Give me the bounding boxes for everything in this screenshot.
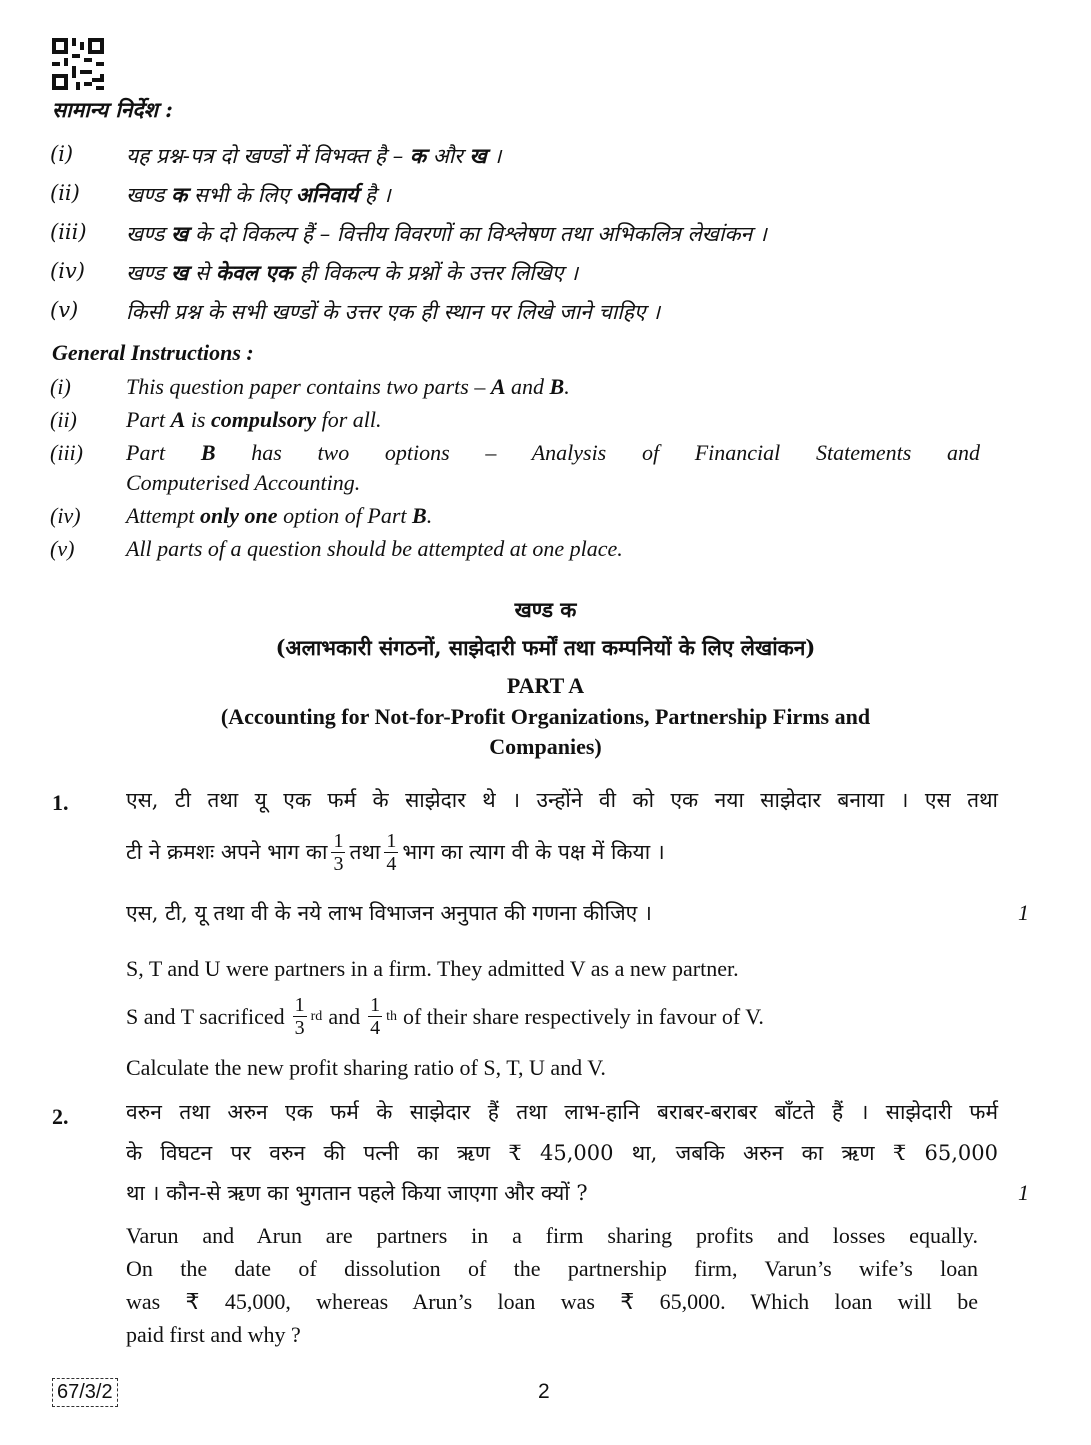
hindi-instruction-3: (iii) खण्ड ख के दो विकल्प हैं – वित्तीय विवरणों का विश्लेषण तथा अभिकलित्र लेखांकन ।: [50, 220, 767, 246]
page-number: 2: [538, 1380, 550, 1403]
hindi-instruction-4: (iv) खण्ड ख से केवल एक ही विकल्प के प्रश्नों के उत्तर लिखिए ।: [50, 259, 579, 285]
part-a-english-subtitle-2: Companies): [489, 734, 602, 759]
question-1-number: 1.: [52, 790, 69, 815]
question-2-english-line-3: was ₹ 45,000, whereas Arun’s loan was ₹ 65,000. Which loan will be: [126, 1289, 978, 1314]
paper-code: 67/3/2: [52, 1378, 118, 1407]
english-instruction-1: (i) This question paper contains two parts – A and B.: [50, 374, 570, 399]
question-2-hindi-line-2: के विघटन पर वरुन की पत्नी का ऋण ₹ 45,000 था, जबकि अरुन का ऋण ₹ 65,000: [126, 1141, 998, 1165]
question-1-english-line-1: S, T and U were partners in a firm. They admitted V as a new partner.: [126, 956, 739, 981]
question-1-hindi-line-1: एस, टी तथा यू एक फर्म के साझेदार थे । उन्होंने वी को एक नया साझेदार बनाया । एस तथा: [126, 788, 998, 812]
english-instruction-2: (ii) Part A is compulsory for all.: [50, 407, 382, 432]
question-1-english-line-3: Calculate the new profit sharing ratio of S, T, U and V.: [126, 1055, 606, 1080]
part-a-hindi-subtitle: (अलाभकारी संगठनों, साझेदारी फर्मों तथा कम्पनियों के लिए लेखांकन): [275, 635, 816, 660]
question-1-marks: 1: [1018, 900, 1029, 925]
part-a-hindi-title: खण्ड क: [514, 597, 577, 622]
fraction-one-third: $\frac{1}{3}$: [333, 829, 344, 875]
question-2-number: 2.: [52, 1104, 69, 1129]
question-2-hindi-line-3: था । कौन-से ऋण का भुगतान पहले किया जाएगा और क्यों ?: [126, 1181, 588, 1205]
question-2-english-line-1: Varun and Arun are partners in a firm sharing profits and losses equally.: [126, 1223, 978, 1248]
hindi-instruction-2: (ii) खण्ड क सभी के लिए अनिवार्य है ।: [50, 181, 391, 207]
question-1-hindi-line-2: टी ने क्रमशः अपने भाग का $\frac{1}{3}$ तथा $\frac{1}{4}$ भाग का त्याग वी के पक्ष में किया ।: [126, 829, 665, 875]
fraction-one-fourth: $\frac{1}{4}$: [386, 829, 397, 875]
question-2-marks: 1: [1018, 1180, 1029, 1205]
hindi-instruction-1: (i) यह प्रश्न-पत्र दो खण्डों में विभक्त है – क और ख ।: [50, 142, 502, 168]
english-instruction-4: (iv) Attempt only one option of Part B.: [50, 503, 433, 528]
question-1-hindi-line-3: एस, टी, यू तथा वी के नये लाभ विभाजन अनुपात की गणना कीजिए ।: [126, 901, 652, 925]
part-a-english-subtitle-1: (Accounting for Not-for-Profit Organizations, Partnership Firms and: [220, 704, 871, 729]
english-instruction-3: (iii) Part B has two options – Analysis of Financial Statements and Computerised Accounting.: [50, 440, 980, 495]
english-instruction-5: (v) All parts of a question should be attempted at one place.: [50, 536, 623, 561]
question-2-english-line-2: On the date of dissolution of the partnership firm, Varun’s wife’s loan: [126, 1256, 978, 1281]
part-a-english-title: PART A: [506, 673, 585, 698]
question-2-hindi-line-1: वरुन तथा अरुन एक फर्म के साझेदार हैं तथा लाभ-हानि बराबर-बराबर बाँटते हैं । साझेदारी फर्म: [126, 1100, 998, 1124]
hindi-instruction-5: (v) किसी प्रश्न के सभी खण्डों के उत्तर एक ही स्थान पर लिखे जाने चाहिए ।: [50, 298, 661, 324]
question-1-english-line-2: S and T sacrificed $\frac{1}{3}$ rd and $\frac{1}{4}$ th of their share respectively in favour of V.: [126, 993, 764, 1039]
qr-code-icon: [52, 38, 104, 90]
hindi-instructions-heading: सामान्य निर्देश :: [52, 97, 173, 122]
question-2-english-line-4: paid first and why ?: [126, 1322, 301, 1347]
english-instructions-heading: General Instructions :: [52, 340, 254, 365]
